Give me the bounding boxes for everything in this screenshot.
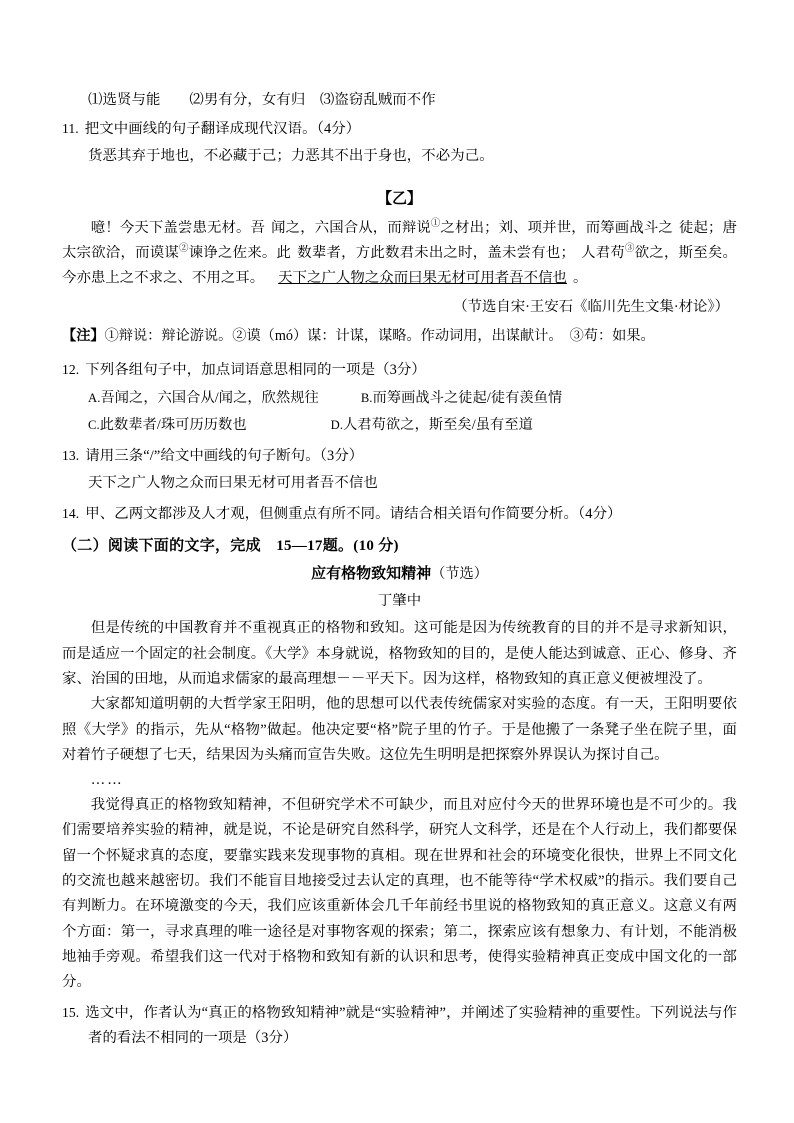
question-11-sentence: 货恶其弃于地也，不必藏于己；力恶其不出于身也，不必为己。 xyxy=(88,148,494,164)
question-12-prompt: 下列各组句子中，加点词语意思相同的一项是（3分） xyxy=(85,362,426,379)
yi-text-6: 数辈者，方此数君未出之时，盖未尝有也； xyxy=(297,244,575,261)
passage-yi-source: （节选自宋·王安石《临川先生文集·材论》） xyxy=(453,299,729,316)
article-paragraph-1: 但是传统的中国教育并不重视真正的格物和致知。这可能是因为传统教育的目的并不是寻求新知识，而是适应一个固定的社会制度。《大学》本身就说，格物致知的目的，是使人能达到诚意、正心、修身、齐家、治国的田地，从而追求儒家的最高理想－－平天下。因为这样，格物致知的真正意义便被埋没了。 xyxy=(62,620,737,687)
article-title-main: 应有格物致知精神 xyxy=(311,566,432,583)
question-12-number: 12. xyxy=(62,362,80,378)
jia-answers-line: ⑴选贤与能 ⑵男有分，女有归 ⑶盗窃乱贼而不作 xyxy=(88,92,436,108)
option-a-text: 吾闻之，六国合从/闻之，欣然规往 xyxy=(100,389,319,406)
option-d-label: D. xyxy=(330,418,344,433)
question-12-options-row-2 xyxy=(62,413,737,439)
question-11 xyxy=(62,116,737,143)
yi-text-7: 人君苟 xyxy=(580,244,626,261)
option-b-label: B. xyxy=(360,390,373,405)
question-13-number: 13. xyxy=(62,447,80,463)
option-c-label: C. xyxy=(88,418,100,433)
option-c[interactable] xyxy=(88,417,247,433)
article-author: 丁肇中 xyxy=(377,593,422,610)
question-15 xyxy=(62,1000,737,1052)
article-paragraph-2: 大家都知道明朝的大哲学家王阳明，他的思想可以代表传统儒家对实验的态度。有一天，王阳明要依照《大学》的指示，先从“格物”做起。他决定要“格”院子里的竹子。于是他搬了一条凳子坐在院子里，面对着竹子硬想了七天，结果因为头痛而宣告失败。这位先生明明是把探察外界误认为探讨自己。 xyxy=(62,696,737,763)
question-12-options-row-1 xyxy=(62,386,737,412)
question-13-sentence: 天下之广人物之众而曰果无材可用者吾不信也 xyxy=(88,475,378,492)
article-paragraph-3: 我觉得真正的格物致知精神，不但研究学术不可缺少，而且对应付今天的世界环境也是不可少的。我们需要培养实验的精神，就是说，不论是研究自然科学，研究人文科学，还是在个人行动上，我们都要保留一个怀疑求真的态度，要靠实践来发现事物的真相。现在世界和社会的环境变化很快，世界上不同文化的交流也越来越密切。我们不能盲目地接受过去认定的真理，也不能等待“学术权威”的指示。我们要自己有判断力。在环境激变的今天，我们应该重新体会几千年前经书里说的格物致知的真正意义。这意义有两个方面：第一，寻求真理的唯一途径是对事物客观的探索；第二，探索应该有想象力、有计划，不能消极地袖手旁观。希望我们这一代对于格物和致知有新的认识和思考，使得实验精神真正变成中国文化的一部分。 xyxy=(62,797,737,991)
yi-text-end: 。 xyxy=(573,270,588,287)
yi-text-5: 谏诤之佐来。此 xyxy=(188,244,292,261)
question-14-number: 14. xyxy=(62,505,80,521)
question-14 xyxy=(62,501,737,528)
question-13-prompt: 请用三条“/”给文中画线的句子断句。（3分） xyxy=(85,447,364,464)
question-11-number: 11. xyxy=(62,120,79,136)
question-12 xyxy=(62,357,737,384)
yi-text-2: 闻之，六国合从，而辩说 xyxy=(271,219,431,236)
notes-label: 【注】 xyxy=(62,328,105,345)
note-marker-2: ② xyxy=(179,244,189,254)
option-c-text: 此数辈者/珠可历历数也 xyxy=(99,417,247,434)
question-15-number: 15. xyxy=(62,1004,80,1020)
note-marker-3: ③ xyxy=(625,244,635,254)
option-d-text: 人君苟欲之，斯至矣/虽有至道 xyxy=(343,417,533,434)
passage-yi-heading: 【乙】 xyxy=(377,190,422,207)
yi-text-1: 噫！今天下盖尝患无材。吾 xyxy=(90,219,266,236)
article-title-sub: （节选） xyxy=(431,566,488,583)
option-b-text: 而筹画战斗之徒起/徒有羡鱼情 xyxy=(372,389,563,406)
question-14-prompt: 甲、乙两文都涉及人才观，但侧重点有所不同。请结合相关语句作简要分析。（4分） xyxy=(85,505,622,522)
question-15-prompt: 选文中，作者认为“真正的格物致知精神”就是“实验精神”，并阐述了实验精神的重要性。下列说法与作者的看法不相同的一项是（3分） xyxy=(85,1004,737,1046)
option-b[interactable] xyxy=(361,390,563,406)
note-marker-1: ① xyxy=(430,218,441,229)
option-d[interactable] xyxy=(331,417,533,433)
option-a-label: A. xyxy=(88,390,101,405)
question-11-prompt: 把文中画线的句子翻译成现代汉语。（4分） xyxy=(84,120,361,137)
yi-underlined-sentence: 天下之广人物之众而曰果无材可用者吾不信也 xyxy=(278,270,567,287)
passage-yi-body xyxy=(62,216,737,292)
yi-text-3: 之材出；刘、项并世，而筹画战斗之 xyxy=(440,219,673,236)
yi-text-8: 欲之，斯至矣。今亦患上之不求之、不用之耳。 xyxy=(62,244,737,287)
notes-text: ①辩说：辩论游说。②谟（mó）谋：计谋，谋略。作动词用，出谋献计。 ③苟：如果。 xyxy=(104,328,655,345)
article-ellipsis: …… xyxy=(90,772,124,789)
passage-yi-notes xyxy=(62,324,737,349)
section-two-heading: （二）阅读下面的文字，完成 15—17题。(10 分) xyxy=(62,538,399,555)
option-a[interactable] xyxy=(88,390,319,406)
article-title xyxy=(62,561,737,587)
yi-text-4: 徒起；唐太宗欲洽，而谟谋 xyxy=(62,219,737,261)
question-13 xyxy=(62,443,737,470)
